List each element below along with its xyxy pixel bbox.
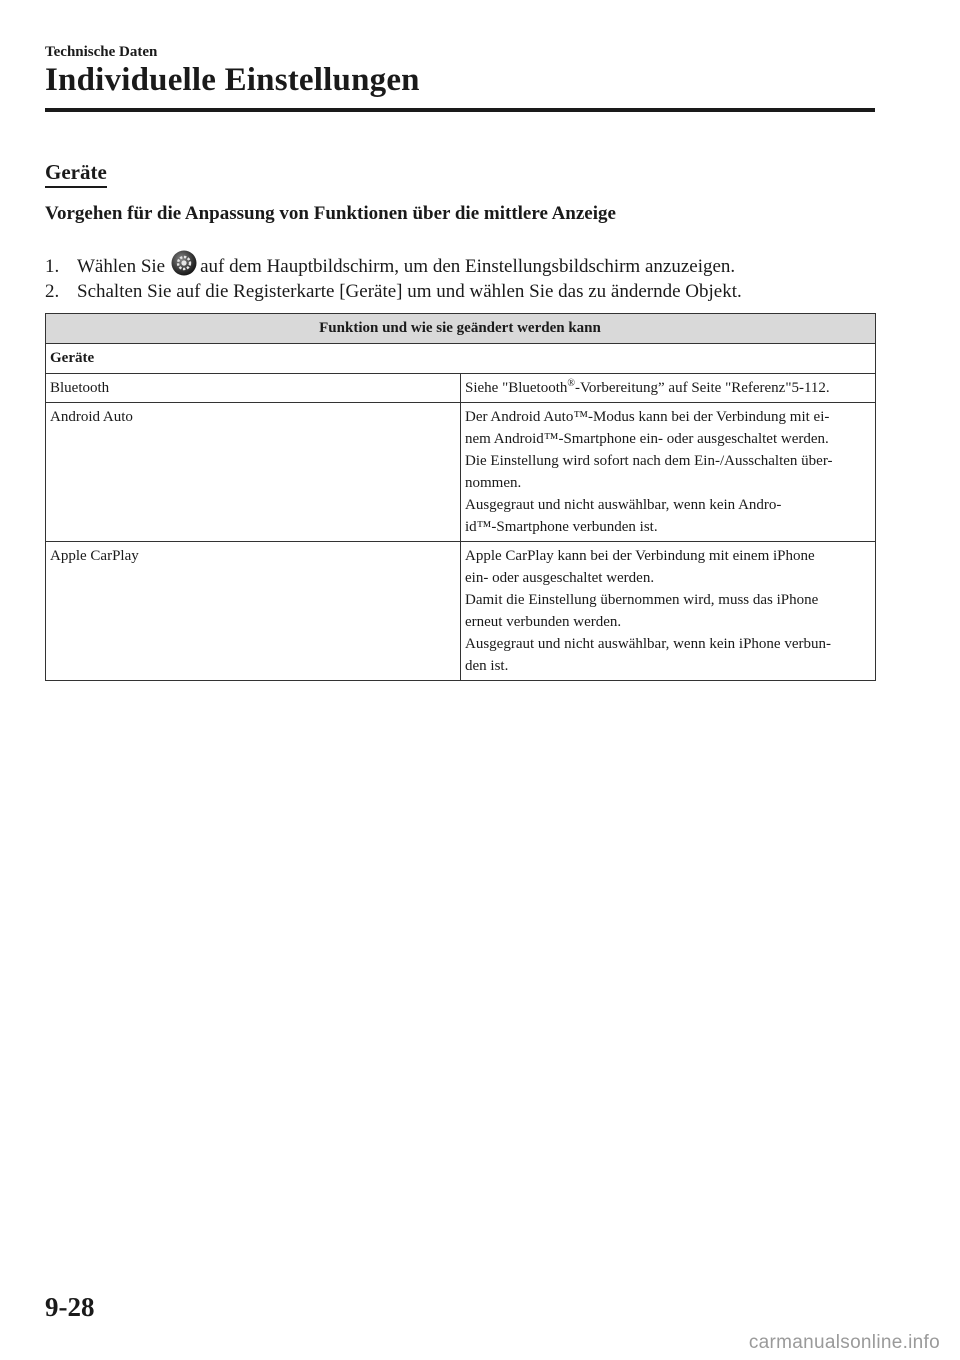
description-line: id™-Smartphone verbunden ist. (465, 519, 658, 535)
description-line: ein- oder ausgeschaltet werden. (465, 570, 655, 586)
registered-mark: ® (567, 378, 575, 389)
description-line: erneut verbunden werden. (465, 614, 622, 630)
description-line: Der Android Auto™-Modus kann bei der Verbindung mit ei- (465, 409, 830, 425)
description-text: Siehe "Bluetooth (465, 380, 568, 396)
table-header-row (46, 314, 876, 344)
table-header: Funktion und wie sie geändert werden kann (46, 314, 876, 344)
step-text: auf dem Hauptbildschirm, um den Einstellungsbildschirm anzuzeigen. (200, 256, 736, 277)
table-group-label: Geräte (46, 344, 876, 374)
description-line: Ausgegraut und nicht auswählbar, wenn kein iPhone verbun- (465, 636, 831, 652)
description-line: Apple CarPlay kann bei der Verbindung mit einem iPhone (465, 548, 815, 564)
step-item (45, 278, 875, 306)
table-row (46, 542, 876, 681)
description-line: den ist. (465, 658, 509, 674)
step-text: Wählen Sie (77, 256, 166, 277)
description-line: Die Einstellung wird sofort nach dem Ein-/Ausschalten über- (465, 453, 833, 469)
description-cell (461, 542, 876, 681)
description-line: Damit die Einstellung übernommen wird, muss das iPhone (465, 592, 819, 608)
title-rule (45, 108, 875, 112)
step-item (45, 250, 875, 278)
gear-icon (171, 250, 197, 276)
description-cell (461, 374, 876, 403)
description-line: Ausgegraut und nicht auswählbar, wenn kein Andro- (465, 497, 782, 513)
description-text: -Vorbereitung” auf Seite "Referenz"5-112. (574, 380, 830, 396)
steps-list (45, 250, 875, 306)
section-label: Technische Daten (45, 44, 158, 60)
description-cell (461, 403, 876, 542)
procedure-heading: Vorgehen für die Anpassung von Funktionen über die mittlere Anzeige (45, 203, 616, 224)
table-row (46, 403, 876, 542)
function-cell: Apple CarPlay (46, 542, 461, 681)
step-text: Schalten Sie auf die Registerkarte [Geräte] um und wählen Sie das zu ändernde Objekt. (77, 281, 742, 302)
table-group-row (46, 344, 876, 374)
page-title: Individuelle Einstellungen (45, 62, 420, 98)
step-number: 2. (45, 281, 60, 302)
function-cell: Android Auto (46, 403, 461, 542)
subsection-heading: Geräte (45, 160, 107, 188)
description-line: nem Android™-Smartphone ein- oder ausgeschaltet werden. (465, 431, 829, 447)
table-row (46, 374, 876, 403)
step-number: 1. (45, 256, 60, 277)
page-number: 9-28 (45, 1292, 95, 1322)
description-line: nommen. (465, 475, 522, 491)
watermark: carmanualsonline.info (748, 1332, 940, 1353)
settings-table (45, 313, 876, 681)
function-cell: Bluetooth (46, 374, 461, 403)
